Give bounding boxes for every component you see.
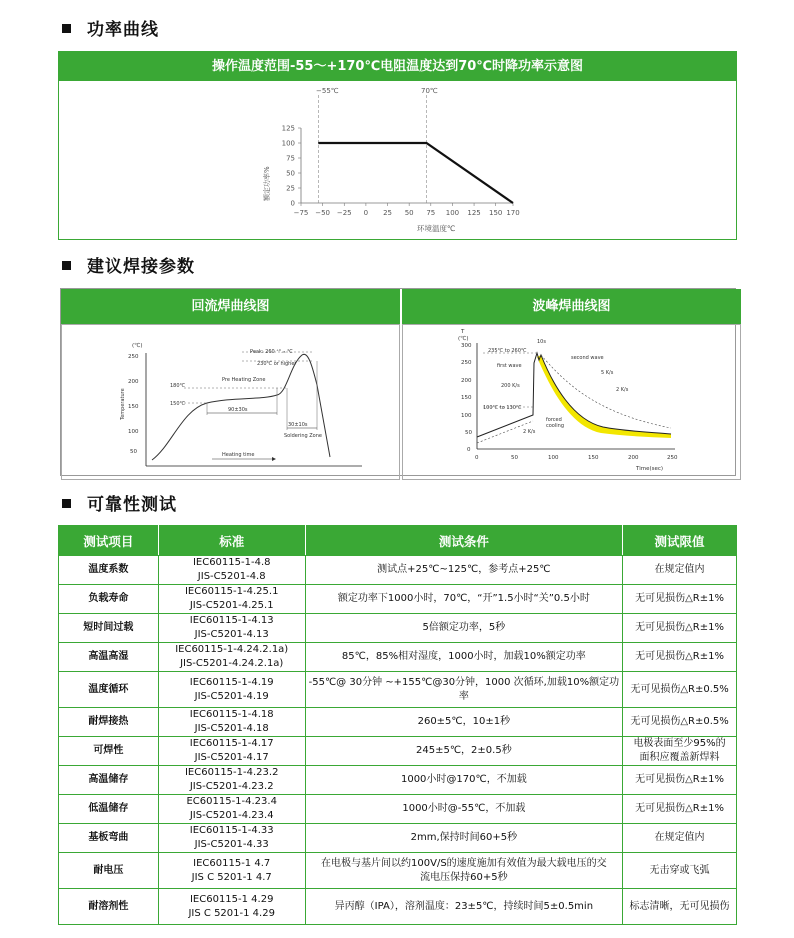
- cell-standard-line: JIS-C5201-4.13: [194, 629, 269, 640]
- reflow-heating-time-label: Heating time: [222, 452, 255, 458]
- cell-condition: [305, 672, 623, 708]
- cell-limit-line: 无可见损伤△R±1%: [635, 803, 724, 814]
- cell-condition-line: 流电压保持60+5秒: [420, 871, 508, 883]
- cell-item: 可焊性: [59, 737, 159, 766]
- reliability-table: [58, 525, 737, 925]
- cell-condition-line: 5倍额定功率，5秒: [422, 622, 506, 633]
- cell-standard-line: JIS-C5201-4.8: [197, 571, 266, 582]
- cell-condition-line: 率: [458, 690, 469, 702]
- cell-condition-line: 测试点+25℃~125℃，参考点+25℃: [377, 564, 551, 575]
- reflow-30s-label: 30±10s: [288, 422, 308, 428]
- reflow-90s-label: 90±30s: [228, 407, 248, 413]
- marker-label-left: −55℃: [316, 87, 339, 95]
- table-row: [59, 824, 737, 853]
- cell-limit-line: 电极表面至少95%的: [633, 738, 726, 749]
- cell-item: 耐电压: [59, 853, 159, 889]
- cell-standard: [158, 614, 305, 643]
- power-x-tick-label: 170: [506, 209, 520, 217]
- wave-10s-label: 10s: [537, 339, 546, 345]
- reflow-230-label: 230℃ or higher: [257, 361, 297, 367]
- power-x-tick-label: 25: [383, 209, 392, 217]
- cell-standard-line: JIS-C5201-4.18: [194, 723, 269, 734]
- wave-ytick: 200: [461, 378, 472, 384]
- wave-xlabel: Time(sec): [636, 466, 664, 472]
- wave-xtick: 0: [475, 455, 479, 461]
- header-condition: 测试条件: [305, 526, 623, 556]
- section-title-reliability: 可靠性测试: [62, 490, 177, 515]
- power-derating-line: [318, 143, 513, 203]
- reflow-ytick: 200: [128, 379, 139, 385]
- cell-standard: [158, 556, 305, 585]
- cell-limit: [623, 672, 737, 708]
- reflow-title: 回流焊曲线图: [61, 289, 400, 324]
- cell-limit: [623, 889, 737, 925]
- marker-label-right: 70℃: [421, 87, 438, 95]
- table-row: [59, 795, 737, 824]
- wave-forced-label: forced: [546, 417, 562, 423]
- cell-standard: [158, 672, 305, 708]
- reflow-ylabel: Temperature: [120, 388, 126, 420]
- power-curve-panel: [58, 51, 737, 240]
- cell-standard-line: IEC60115-1-4.25.1: [184, 586, 279, 597]
- table-row: [59, 672, 737, 708]
- cell-standard-line: IEC60115-1-4.8: [192, 557, 271, 568]
- wave-range1-label: 235℃ to 260℃: [488, 348, 527, 354]
- cell-limit-line: 标志清晰，无可见损伤: [629, 900, 730, 912]
- cell-standard: [158, 737, 305, 766]
- cell-limit: [623, 737, 737, 766]
- cell-standard-line: IEC60115-1 4.7: [193, 857, 271, 869]
- reflow-peak-label: Peak: 260 ⁺⁰₋₅ ℃: [250, 349, 293, 355]
- header-standard: 标准: [158, 526, 305, 556]
- cell-condition: [305, 853, 623, 889]
- cell-condition: [305, 556, 623, 585]
- cell-condition-line: 在电极与基片间以约100V/S的速度施加有效值为最大载电压的交: [321, 857, 607, 869]
- power-y-tick-label: 25: [286, 184, 295, 193]
- cell-standard: [158, 824, 305, 853]
- wave-profile-chart: [403, 325, 740, 475]
- reflow-figure: [61, 324, 400, 480]
- cell-condition: [305, 643, 623, 672]
- cell-item: 低温储存: [59, 795, 159, 824]
- cell-condition: [305, 614, 623, 643]
- cell-limit-line: 无可见损伤△R±0.5%: [630, 683, 729, 695]
- heating-arrowhead-icon: [272, 457, 276, 461]
- bullet-square-icon: [62, 261, 71, 270]
- power-ylabel: 额定功率%: [263, 166, 271, 201]
- cell-limit: [623, 766, 737, 795]
- cell-standard-line: JIS C 5201-1 4.29: [188, 907, 275, 919]
- cell-item: 温度系数: [59, 556, 159, 585]
- cell-limit: [623, 643, 737, 672]
- wave-xtick: 200: [628, 455, 639, 461]
- power-y-tick-label: 125: [281, 124, 295, 133]
- wave-cooling-label: cooling: [546, 423, 564, 429]
- wave-ytick: 50: [465, 430, 472, 436]
- cell-condition: [305, 708, 623, 737]
- wave-title: 波峰焊曲线图: [402, 289, 741, 324]
- table-row: [59, 766, 737, 795]
- cell-standard-line: JIS-C5201-4.25.1: [189, 600, 274, 611]
- wave-ytick: 300: [461, 343, 472, 349]
- cell-item: 温度循环: [59, 672, 159, 708]
- wave-5ks-label: 5 K/s: [601, 370, 614, 376]
- reflow-ytick: 100: [128, 429, 139, 435]
- power-derating-chart: [59, 81, 736, 239]
- cell-item: 基板弯曲: [59, 824, 159, 853]
- reflow-soldering-zone-label: Soldering Zone: [284, 433, 322, 439]
- cell-condition: [305, 766, 623, 795]
- wave-2ks-label-a: 2 K/s: [616, 387, 629, 393]
- table-row: [59, 889, 737, 925]
- power-x-tick-label: −50: [315, 209, 331, 217]
- table-row: [59, 585, 737, 614]
- cell-standard-line: JIS-C5201-4.23.2: [189, 781, 274, 792]
- wave-second-wave-label: second wave: [571, 355, 604, 361]
- header-limit: 测试限值: [623, 526, 737, 556]
- table-row: [59, 643, 737, 672]
- cell-condition-line: -55℃@ 30分钟 ~+155℃@30分钟，1000 次循环,加载10%额定功: [308, 676, 620, 688]
- table-row: [59, 614, 737, 643]
- cell-standard: [158, 766, 305, 795]
- cell-limit: [623, 585, 737, 614]
- cell-item: 负载寿命: [59, 585, 159, 614]
- cell-item: 高温储存: [59, 766, 159, 795]
- bullet-square-icon: [62, 24, 71, 33]
- cell-condition-line: 260±5℃，10±1秒: [417, 716, 511, 727]
- table-row: [59, 556, 737, 585]
- cell-item: 短时间过载: [59, 614, 159, 643]
- cell-standard-line: JIS-C5201-4.23.4: [189, 810, 274, 821]
- wave-xtick: 50: [511, 455, 518, 461]
- cell-limit-line: 在规定值内: [654, 832, 705, 843]
- power-x-tick-label: −75: [293, 209, 309, 217]
- cell-item: 耐焊接热: [59, 708, 159, 737]
- table-row: [59, 708, 737, 737]
- cell-item: 高温高湿: [59, 643, 159, 672]
- cell-standard-line: IEC60115-1-4.13: [189, 615, 274, 626]
- cell-standard-line: IEC60115-1-4.23.2: [184, 767, 279, 778]
- section-title-power: 功率曲线: [62, 15, 159, 40]
- power-x-tick-label: 50: [404, 209, 414, 217]
- bullet-square-icon: [62, 499, 71, 508]
- cell-condition: [305, 824, 623, 853]
- cell-limit-line: 无可见损伤△R±1%: [635, 651, 724, 662]
- cell-standard-line: EC60115-1-4.23.4: [186, 796, 277, 807]
- power-y-tick-label: 0: [290, 199, 295, 208]
- power-x-tick-label: 0: [363, 209, 369, 217]
- reflow-ytick: 250: [128, 354, 139, 360]
- wave-first-wave-label: first wave: [497, 363, 522, 369]
- cell-limit-line: 面积应覆盖新焊料: [639, 752, 720, 763]
- reflow-unit: (℃): [132, 343, 143, 349]
- cell-condition-line: 245±5℃，2±0.5秒: [416, 745, 512, 756]
- cell-limit: [623, 824, 737, 853]
- cell-condition-line: 85℃，85%相对湿度，1000小时，加载10%额定功率: [341, 651, 586, 662]
- cell-condition-line: 异丙醇（IPA），溶剂温度：23±5℃，持续时间5±0.5min: [334, 900, 594, 912]
- cell-limit: [623, 614, 737, 643]
- wave-ytick: 250: [461, 360, 472, 366]
- reflow-150-label: 150℃: [170, 401, 186, 407]
- cell-limit-line: 无可见损伤△R±1%: [635, 622, 724, 633]
- wave-2ks-label-b: 2 K/s: [523, 429, 536, 435]
- cell-condition: [305, 795, 623, 824]
- cell-condition-line: 1000小时@-55℃，不加载: [402, 803, 526, 814]
- cell-standard: [158, 643, 305, 672]
- wave-ytick: 0: [467, 447, 471, 453]
- cell-standard-line: IEC60115-1-4.19: [189, 676, 274, 688]
- cell-condition: [305, 889, 623, 925]
- cell-standard-line: IEC60115-1-4.18: [189, 709, 274, 720]
- soldering-panel: [60, 288, 736, 476]
- cell-standard-line: JIS-C5201-4.19: [194, 690, 269, 702]
- cell-limit-line: 无可见损伤△R±1%: [635, 774, 724, 785]
- cell-standard-line: JIS-C5201-4.33: [194, 839, 269, 850]
- cell-limit-line: 无击穿或飞弧: [649, 864, 710, 876]
- wave-unit: (℃): [458, 336, 469, 342]
- table-row: [59, 853, 737, 889]
- cell-standard-line: JIS-C5201-4.17: [194, 752, 269, 763]
- reflow-180-label: 180℃: [170, 383, 186, 389]
- cell-limit-line: 无可见损伤△R±0.5%: [630, 716, 729, 727]
- power-x-tick-label: 75: [426, 209, 436, 217]
- cell-condition: [305, 585, 623, 614]
- cell-limit: [623, 708, 737, 737]
- cell-standard-line: IEC60115-1-4.24.2.1a): [175, 644, 289, 655]
- cell-standard: [158, 585, 305, 614]
- table-header-row: [59, 526, 737, 556]
- wave-ytick: 150: [461, 395, 472, 401]
- cell-limit: [623, 853, 737, 889]
- cell-limit: [623, 556, 737, 585]
- reflow-ytick: 150: [128, 404, 139, 410]
- power-chart-title: 操作温度范围-55～+170℃电阻温度达到70℃时降功率示意图: [59, 52, 736, 81]
- cell-standard: [158, 708, 305, 737]
- cell-standard-line: IEC60115-1-4.17: [189, 738, 274, 749]
- cell-item: 耐溶剂性: [59, 889, 159, 925]
- power-y-tick-label: 50: [286, 169, 295, 178]
- power-x-tick-label: 100: [445, 209, 460, 217]
- cell-condition: [305, 737, 623, 766]
- wave-ytick: 100: [461, 413, 472, 419]
- header-item: 测试项目: [59, 526, 159, 556]
- reflow-column: [61, 289, 400, 475]
- cell-limit-line: 在规定值内: [654, 564, 705, 575]
- cell-standard-line: IEC60115-1 4.29: [189, 893, 274, 905]
- reflow-profile-chart: [62, 325, 399, 475]
- cell-standard: [158, 889, 305, 925]
- wave-xtick: 100: [548, 455, 559, 461]
- wave-200ks-label: 200 K/s: [501, 383, 520, 389]
- cell-standard-line: IEC60115-1-4.33: [189, 825, 274, 836]
- wave-figure: [402, 324, 741, 480]
- power-x-tick-label: 150: [489, 209, 503, 217]
- cell-standard-line: JIS C 5201-1 4.7: [191, 871, 272, 883]
- table-row: [59, 737, 737, 766]
- wave-t-label: T: [461, 329, 465, 335]
- wave-column: [400, 289, 741, 475]
- power-x-tick-label: 125: [467, 209, 481, 217]
- reflow-preheat-label: Pre Heating Zone: [222, 377, 266, 383]
- cell-condition-line: 额定功率下1000小时，70℃，“开”1.5小时“关”0.5小时: [337, 593, 590, 604]
- cell-limit: [623, 795, 737, 824]
- cell-condition-line: 1000小时@170℃，不加载: [400, 774, 527, 785]
- cell-standard-line: JIS-C5201-4.24.2.1a): [180, 658, 284, 669]
- power-y-tick-label: 75: [286, 154, 295, 163]
- cell-standard: [158, 795, 305, 824]
- power-xlabel: 环境温度℃: [417, 224, 456, 233]
- power-x-tick-label: −25: [336, 209, 352, 217]
- reflow-ytick: 50: [130, 449, 137, 455]
- cell-standard: [158, 853, 305, 889]
- power-y-tick-label: 100: [281, 139, 295, 148]
- cell-limit-line: 无可见损伤△R±1%: [635, 593, 724, 604]
- section-title-soldering: 建议焊接参数: [62, 252, 195, 277]
- cell-condition-line: 2mm,保持时间60+5秒: [410, 832, 518, 843]
- wave-xtick: 250: [667, 455, 678, 461]
- wave-range2-label: 100℃ to 130℃: [483, 405, 522, 411]
- wave-xtick: 150: [588, 455, 599, 461]
